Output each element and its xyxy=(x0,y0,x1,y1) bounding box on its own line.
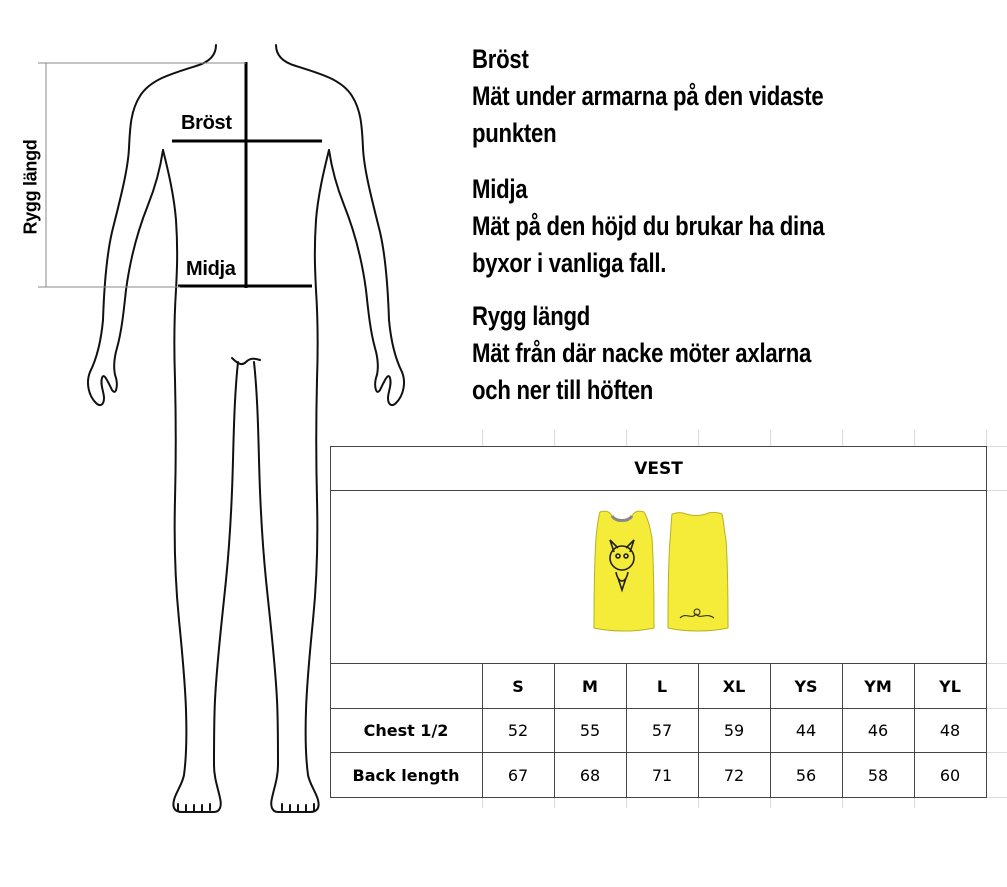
table-cell: 48 xyxy=(939,721,961,740)
table-cell: 46 xyxy=(867,721,889,740)
waist-label: Midja xyxy=(186,258,236,280)
table-cell: 55 xyxy=(579,721,601,740)
size-header-xl: XL xyxy=(722,676,746,696)
table-cell: 56 xyxy=(795,765,817,785)
table-cell: 58 xyxy=(867,765,889,785)
vest-product-image xyxy=(592,508,732,634)
size-header-ym: YM xyxy=(864,676,892,696)
waist-instruction-line: Mät på den höjd du brukar ha dina xyxy=(472,211,825,241)
row-label-back-length: Back length xyxy=(352,765,460,785)
chest-instruction-line: punkten xyxy=(472,118,557,148)
table-cell: 68 xyxy=(579,765,601,785)
chest-instruction-title: Bröst xyxy=(472,44,529,74)
table-cell: 57 xyxy=(651,721,673,740)
vest-size-table xyxy=(330,446,987,798)
row-label-chest: Chest 1/2 xyxy=(363,721,449,740)
chest-label: Bröst xyxy=(181,112,232,134)
table-cell: 44 xyxy=(795,721,817,740)
table-cell: 72 xyxy=(723,765,745,785)
yellow-vest-front-icon xyxy=(594,511,654,631)
table-cell: 52 xyxy=(507,721,529,740)
table-cell: 60 xyxy=(939,765,961,785)
back-length-instruction-line: Mät från där nacke möter axlarna xyxy=(472,338,812,368)
size-header-m: M xyxy=(582,676,598,696)
size-header-yl: YL xyxy=(939,676,961,696)
chest-instruction-line: Mät under armarna på den vidaste xyxy=(472,81,824,111)
waist-instruction-line: byxor i vanliga fall. xyxy=(472,248,667,278)
waist-instruction-title: Midja xyxy=(472,174,528,204)
size-header-l: L xyxy=(656,676,668,696)
table-cell: 67 xyxy=(507,765,529,785)
back-length-label: Rygg längd xyxy=(20,139,41,235)
size-header-s: S xyxy=(512,676,524,696)
waist-instruction xyxy=(472,171,824,282)
back-length-instruction-title: Rygg längd xyxy=(472,301,591,331)
chest-instruction xyxy=(472,41,823,152)
yellow-vest-back-icon xyxy=(668,513,728,632)
back-length-instruction-line: och ner till höften xyxy=(472,375,654,405)
table-cell: 71 xyxy=(651,765,673,785)
back-length-instruction xyxy=(472,298,811,409)
size-header-ys: YS xyxy=(794,676,818,696)
table-cell: 59 xyxy=(723,721,745,740)
table-title: VEST xyxy=(634,458,683,479)
